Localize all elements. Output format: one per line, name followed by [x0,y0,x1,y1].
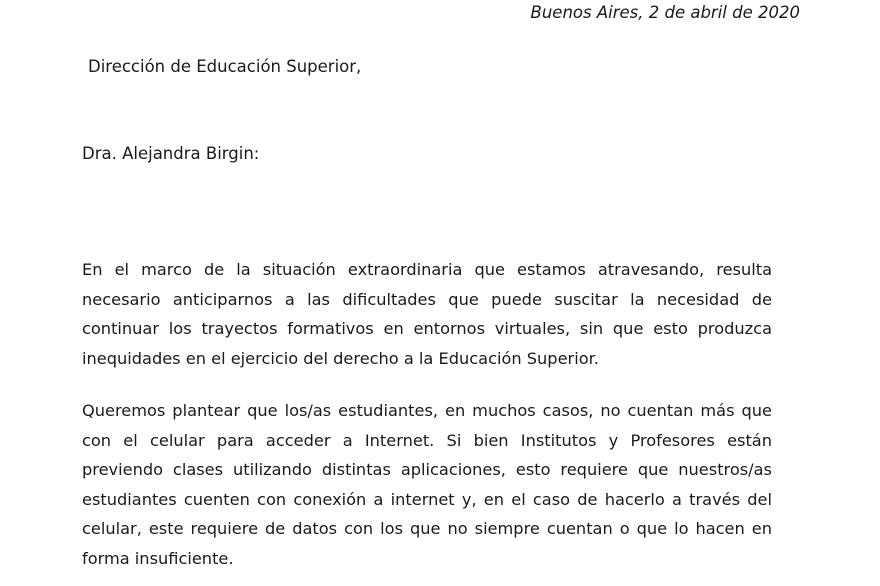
letter-date: Buenos Aires, 2 de abril de 2020 [530,3,800,22]
body-paragraph-2: Queremos plantear que los/as estudiantes, en muchos casos, no cuentan más que con el celular para acceder a Internet. Si bien Institutos y Profesores están previendo clases utilizando distintas aplicaciones, esto requiere que nuestros/as estudiantes cuenten con conexión a internet y, en el caso de hacerlo a través del celular, este requiere de datos con los que no siempre cuentan o que lo hacen en forma insuficiente. [82,401,772,568]
letter-recipient: Dirección de Educación Superior, [88,57,362,76]
letter-salutation: Dra. Alejandra Birgin: [82,144,260,163]
body-paragraph-1: En el marco de la situación extraordinaria que estamos atravesando, resulta necesario anticiparnos a las dificultades que puede suscitar la necesidad de continuar los trayectos formativos en entornos virtuales, sin que esto produzca inequidades en el ejercicio del derecho a la Educación Superior. [82,260,772,368]
